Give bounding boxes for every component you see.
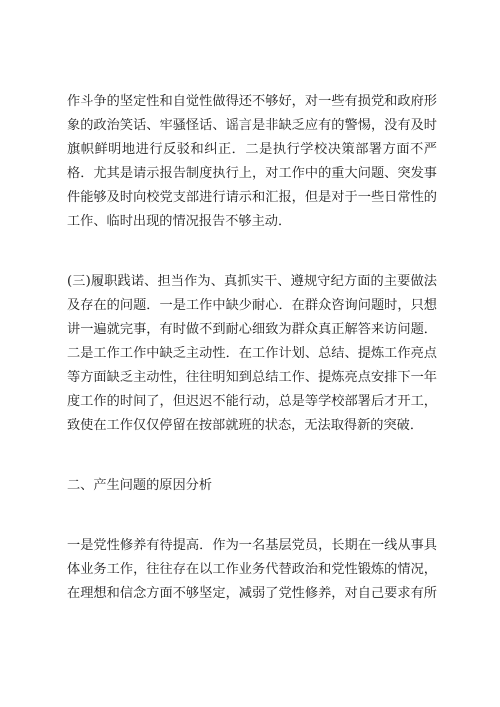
document-body (67, 90, 437, 606)
text-line: 件能够及时向校党支部进行请示和汇报，但是对于一些日常性的 (67, 190, 437, 205)
text-line: 致使在工作仅仅停留在按部就班的状态，无法取得新的突破． (67, 418, 424, 433)
text-line: 一是党性修养有待提高．作为一名基层党员，长期在一线从事具 (67, 538, 437, 553)
section-heading: 二、产生问题的原因分析 (67, 478, 213, 493)
paragraph-spacer (67, 258, 437, 270)
text-line: 在理想和信念方面不够坚定，减弱了党性修养，对自己要求有所 (67, 586, 437, 601)
text-line: 旗帜鲜明地进行反驳和纠正．二是执行学校决策部署方面不严 (67, 142, 437, 157)
paragraph-cause-analysis (67, 534, 437, 606)
text-line: 二是工作工作中缺乏主动性．在工作计划、总结、提炼工作亮点 (67, 346, 437, 361)
text-line: 等方面缺乏主动性，往往明知到总结工作、提炼亮点安排下一年 (67, 370, 437, 385)
paragraph-spacer (67, 438, 437, 462)
paragraph-spacer (67, 234, 437, 258)
text-line: 及存在的问题．一是工作中缺少耐心．在群众咨询问题时，只想 (67, 298, 437, 313)
text-line: (三)履职践诺、担当作为、真抓实干、遵规守纪方面的主要做法 (67, 274, 437, 289)
paragraph-duty-performance (67, 270, 437, 438)
text-line: 格．尤其是请示报告制度执行上，对工作中的重大问题、突发事 (67, 166, 437, 181)
paragraph-spacer (67, 462, 437, 474)
text-line: 象的政治笑话、牢骚怪话、谣言是非缺乏应有的警惕，没有及时 (67, 118, 437, 133)
text-line: 讲一遍就完事，有时做不到耐心细致为群众真正解答来访问题． (67, 322, 437, 337)
text-line: 度工作的时间了，但迟迟不能行动，总是等学校部署后才开工， (67, 394, 437, 409)
text-line: 体业务工作，往往存在以工作业务代替政治和党性锻炼的情况， (67, 562, 437, 577)
text-line: 作斗争的坚定性和自觉性做得还不够好，对一些有损党和政府形 (67, 94, 437, 109)
paragraph-party-discipline (67, 90, 437, 234)
paragraph-spacer (67, 498, 437, 522)
paragraph-spacer (67, 522, 437, 534)
text-line: 工作、临时出现的情况报告不够主动． (67, 214, 292, 229)
